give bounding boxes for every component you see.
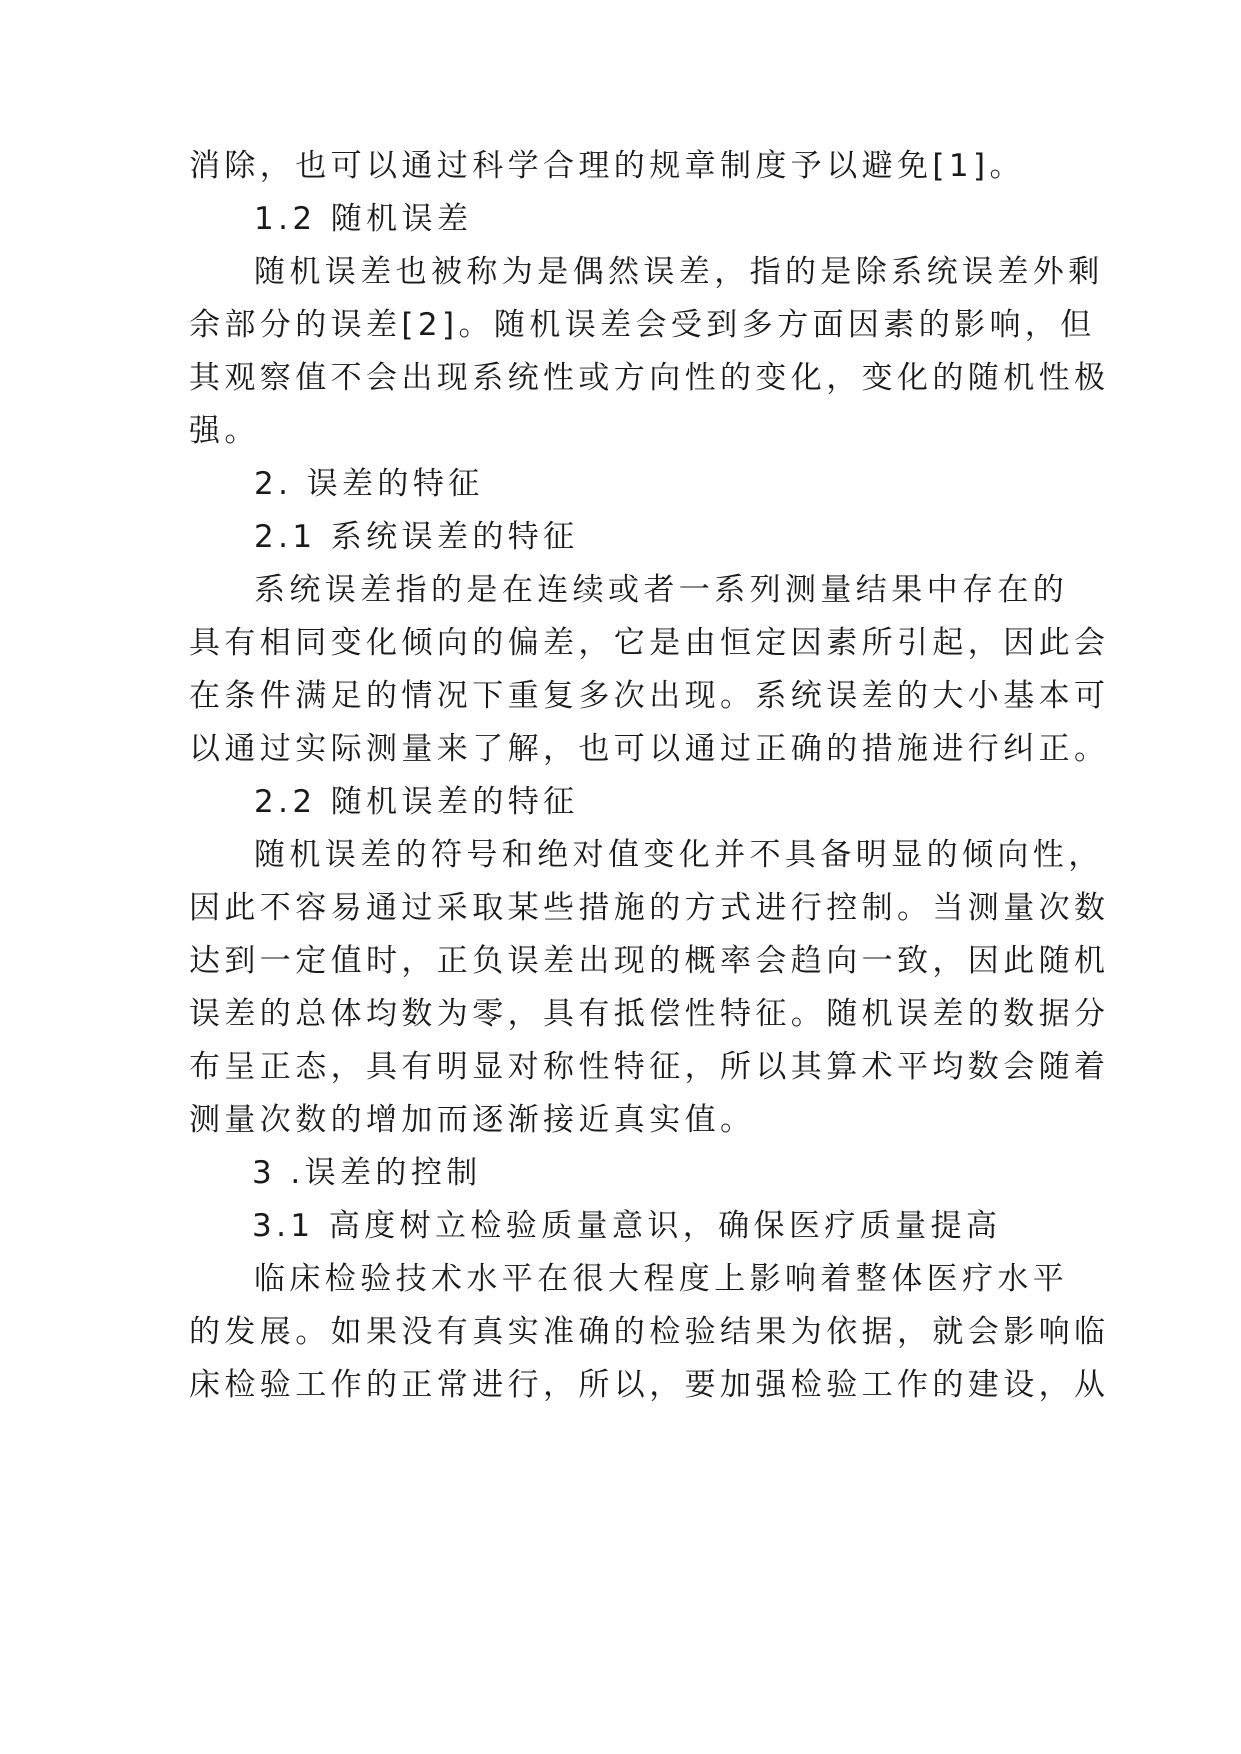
section-heading: 1.2 随机误差	[254, 201, 473, 237]
paragraph-line: 消除，也可以通过科学合理的规章制度予以避免[1]。	[189, 148, 1025, 184]
paragraph-line: 系统误差指的是在连续或者一系列测量结果中存在的	[254, 572, 1069, 608]
paragraph-line: 在条件满足的情况下重复多次出现。系统误差的大小基本可	[189, 678, 1110, 714]
paragraph-line: 达到一定值时，正负误差出现的概率会趋向一致，因此随机	[189, 943, 1110, 979]
section-heading: 2. 误差的特征	[254, 466, 484, 502]
section-heading: 3.1 高度树立检验质量意识，确保医疗质量提高	[252, 1208, 1002, 1244]
section-heading: 2.2 随机误差的特征	[254, 784, 579, 820]
section-heading: 3 .误差的控制	[252, 1155, 482, 1191]
paragraph-line: 临床检验技术水平在很大程度上影响着整体医疗水平	[254, 1261, 1069, 1297]
paragraph-line: 误差的总体均数为零，具有抵偿性特征。随机误差的数据分	[189, 996, 1110, 1032]
paragraph-line: 因此不容易通过采取某些措施的方式进行控制。当测量次数	[189, 890, 1110, 926]
section-heading: 2.1 系统误差的特征	[254, 519, 579, 555]
paragraph-line: 余部分的误差[2]。随机误差会受到多方面因素的影响，但	[189, 307, 1096, 343]
paragraph-line: 床检验工作的正常进行，所以，要加强检验工作的建设，从	[189, 1367, 1110, 1403]
paragraph-line: 其观察值不会出现系统性或方向性的变化，变化的随机性极	[189, 360, 1110, 396]
paragraph-line: 以通过实际测量来了解，也可以通过正确的措施进行纠正。	[189, 731, 1110, 767]
paragraph-line: 布呈正态，具有明显对称性特征，所以其算术平均数会随着	[189, 1049, 1110, 1085]
paragraph-line: 强。	[189, 413, 260, 449]
paragraph-line: 测量次数的增加而逐渐接近真实值。	[189, 1102, 756, 1138]
paragraph-line: 的发展。如果没有真实准确的检验结果为依据，就会影响临	[189, 1314, 1110, 1350]
paragraph-line: 随机误差的符号和绝对值变化并不具备明显的倾向性，	[254, 837, 1104, 873]
paragraph-line: 具有相同变化倾向的偏差，它是由恒定因素所引起，因此会	[189, 625, 1110, 661]
paragraph-line: 随机误差也被称为是偶然误差，指的是除系统误差外剩	[254, 254, 1104, 290]
